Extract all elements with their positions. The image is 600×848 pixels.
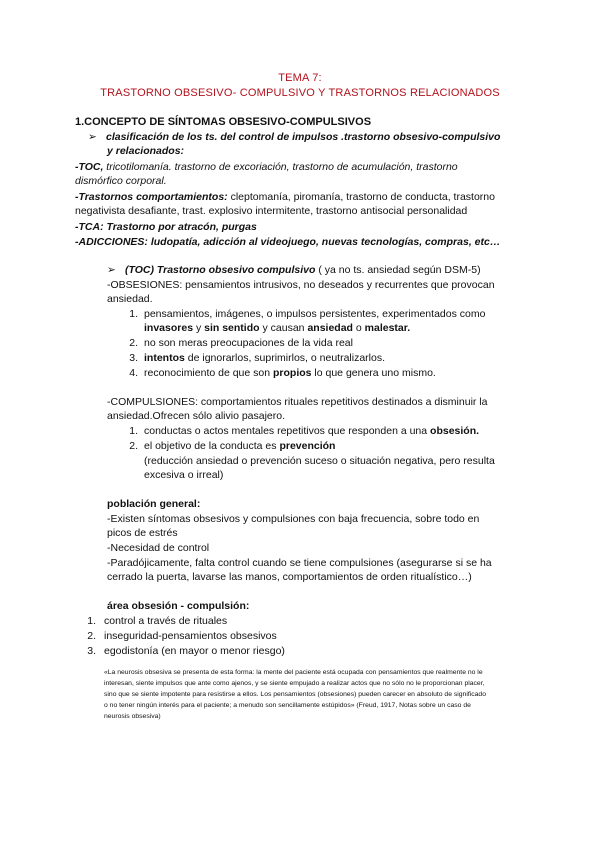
behav-text: cleptomanía, piromanía, trastorno de conducta, trastorno: [227, 191, 495, 203]
list-text: inseguridad-pensamientos obsesivos: [104, 630, 277, 642]
list-item-continuation: excesiva o irreal): [144, 469, 224, 481]
list-number: 2.: [129, 337, 138, 349]
poblacion-line: -Paradójicamente, falta control cuando se tiene compulsiones (asegurarse si se ha: [107, 557, 492, 569]
document-title-main: TRASTORNO OBSESIVO- COMPULSIVO Y TRASTORNOS RELACIONADOS: [100, 87, 500, 99]
classification-line1: clasificación de los ts. del control de impulsos .trastorno obsesivo-compulsivo: [106, 131, 501, 143]
bold-term: ansiedad: [307, 322, 353, 334]
list-text: egodistonía (en mayor o menor riesgo): [104, 645, 285, 657]
text-run: lo que genera uno mismo.: [311, 367, 436, 379]
compulsiones-line2: ansiedad.Ofrecen sólo alivio pasajero.: [107, 410, 286, 422]
list-text: pensamientos, imágenes, o impulsos persistentes, experimentados como: [144, 308, 486, 320]
poblacion-line: cerrado la puerta, lavarse las manos, comportamientos de orden ritualístico…): [107, 571, 472, 583]
adicciones-line: -ADICCIONES: ludopatía, adicción al videojuego, nuevas tecnologías, compras, etc…: [75, 236, 501, 248]
classification-block: [88, 130, 558, 144]
poblacion-line: -Existen síntomas obsesivos y compulsiones con baja frecuencia, sobre todo en: [107, 513, 480, 525]
list-text: control a través de rituales: [104, 615, 228, 627]
obsesiones-line2: ansiedad.: [107, 293, 153, 305]
quote-line: neurosis obsesiva): [104, 713, 161, 720]
text-run: reconocimiento de que son: [144, 367, 273, 379]
text-run: el objetivo de la conducta es: [144, 440, 280, 452]
list-item-continuation: (reducción ansiedad o prevención suceso o situación negativa, pero resulta: [144, 455, 495, 467]
toc-line: [75, 160, 545, 174]
bold-term: propios: [273, 367, 312, 379]
behav-line: [75, 190, 555, 204]
list-number: 3.: [87, 645, 96, 657]
classification-line2: y relacionados:: [107, 145, 185, 157]
toc-label: -TOC,: [75, 161, 104, 173]
toc-heading-note: ( ya no ts. ansiedad según DSM-5): [315, 264, 481, 276]
list-number: 1.: [87, 615, 96, 627]
list-text: [144, 366, 436, 380]
toc-heading-line: [107, 263, 547, 277]
text-run: de ignorarlos, suprimirlos, o neutralizarlos.: [184, 352, 386, 364]
quote-line: o no tener ningún interés para el paciente; a menudo son sencillamente estúpidos» (Freud, 1917, Notas sobre un caso de: [104, 702, 471, 709]
compulsiones-line1: -COMPULSIONES: comportamientos rituales repetitivos destinados a disminuir la: [107, 396, 488, 408]
list-number: 4.: [129, 367, 138, 379]
behav-label: -Trastornos comportamientos:: [75, 191, 228, 203]
quote-line: sino que se siente impotente para resistirse a ellos. Los pensamientos (obsesiones) pueden carecer en absoluto de significado: [104, 691, 486, 698]
text-run: o: [352, 322, 365, 334]
bold-term: prevención: [279, 440, 336, 452]
poblacion-line: picos de estrés: [107, 527, 178, 539]
bold-term: invasores: [144, 322, 194, 334]
list-number: 2.: [129, 440, 138, 452]
list-number: 1.: [129, 425, 138, 437]
freud-quote: [104, 667, 544, 722]
arrow-bullet-icon: ➢: [88, 131, 97, 143]
bold-term: sin sentido: [204, 322, 260, 334]
section-heading: 1.CONCEPTO DE SÍNTOMAS OBSESIVO-COMPULSIVOS: [75, 116, 372, 128]
list-number: 1.: [129, 308, 138, 320]
toc-heading: (TOC) Trastorno obsesivo compulsivo: [125, 264, 316, 276]
bold-term: intentos: [144, 352, 185, 364]
text-run: y causan: [259, 322, 308, 334]
text-run: conductas o actos mentales repetitivos que responden a una: [144, 425, 431, 437]
behav-text-line2: negativista desafiante, trast. explosivo intermitente, trastorno antisocial personalidad: [75, 205, 468, 217]
toc-text-line2: dismórfico corporal.: [75, 175, 167, 187]
list-item-continuation: [144, 321, 410, 335]
toc-text: tricotilomanía. trastorno de excoriación, trastorno de acumulación, trastorno: [103, 161, 458, 173]
list-number: 2.: [87, 630, 96, 642]
poblacion-heading: población general:: [107, 498, 201, 510]
list-text: [144, 351, 385, 365]
tca-line: -TCA: Trastorno por atracón, purgas: [75, 221, 257, 233]
quote-line: «La neurosis obsesiva se presenta de esta forma: la mente del paciente está ocupada con pensamientos que realmente no le: [104, 669, 483, 676]
bold-term: malestar.: [364, 322, 411, 334]
list-number: 3.: [129, 352, 138, 364]
list-text: [144, 424, 479, 438]
arrow-bullet-icon: ➢: [107, 264, 116, 276]
document-title-tema: TEMA 7:: [278, 72, 322, 84]
area-heading: área obsesión - compulsión:: [107, 600, 250, 612]
list-text: [144, 439, 335, 453]
list-text: no son meras preocupaciones de la vida real: [144, 337, 353, 349]
text-run: y: [193, 322, 205, 334]
obsesiones-line1: -OBSESIONES: pensamientos intrusivos, no deseados y recurrentes que provocan: [107, 279, 495, 291]
poblacion-line: -Necesidad de control: [107, 542, 210, 554]
quote-line: interesan, siente impulsos que ante como ajenos, y se siente empujado a realizar actos que no sólo no le proporcionan placer,: [104, 680, 485, 687]
bold-term: obsesión.: [430, 425, 480, 437]
